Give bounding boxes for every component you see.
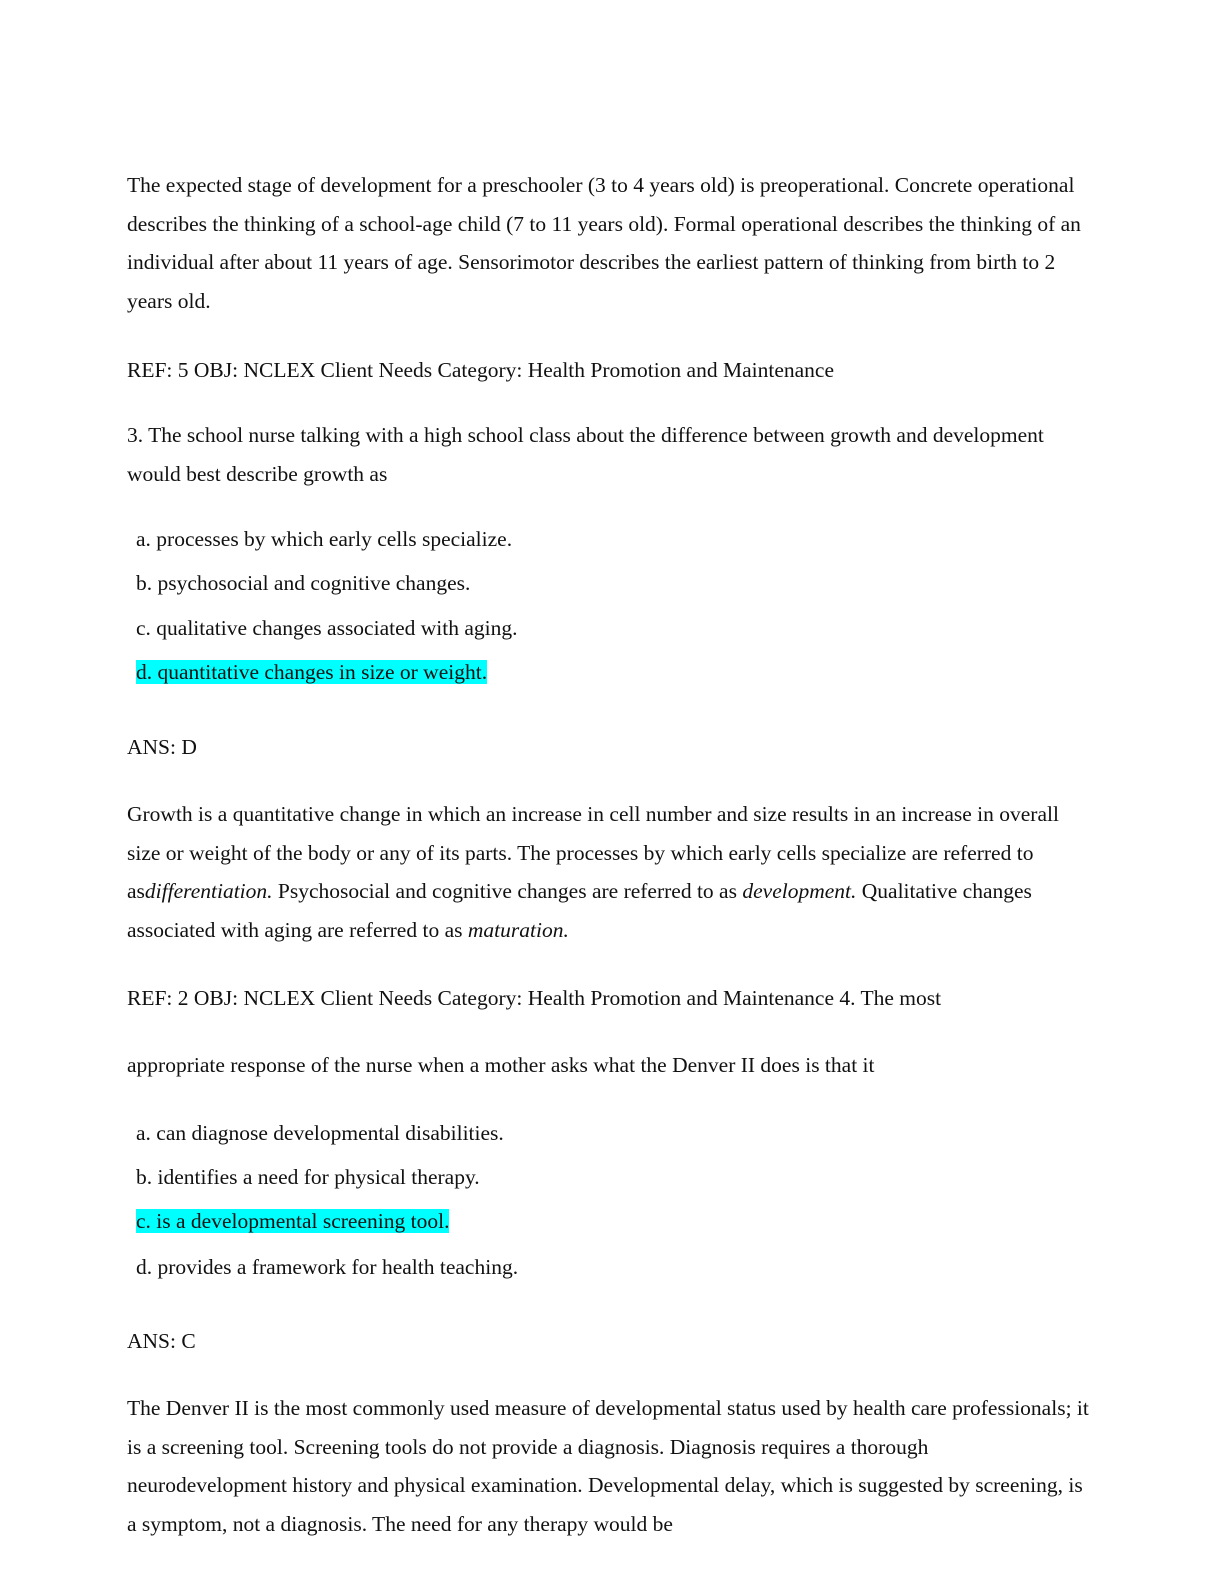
question-3-stem: 3. The school nurse talking with a high school class about the difference between growth and development would best describe growth as (127, 423, 1044, 486)
rationale-text-1: Growth is a quantitative change in which an increase in cell number and size results in an increase in overall size or weight of the body or any of its parts. The processes by which early cells specialize are referred to as (127, 802, 1059, 903)
ref-question-2: REF: 5 OBJ: NCLEX Client Needs Category: Health Promotion and Maintenance (127, 358, 835, 382)
term-development: development. (742, 879, 857, 903)
question-4-stem: appropriate response of the nurse when a mother asks what the Denver II does is that it (127, 1053, 875, 1077)
question-4-option-c (136, 1206, 449, 1236)
highlighted-correct-answer: c. is a developmental screening tool. (136, 1209, 450, 1233)
question-4-option-a: a. can diagnose developmental disabilities. (136, 1121, 504, 1145)
question-4-option-b: b. identifies a need for physical therapy. (136, 1165, 480, 1189)
question-4-rationale: The Denver II is the most commonly used measure of developmental status used by health care professionals; it is a screening tool. Screening tools do not provide a diagnosis. Diagnosis requires a thorough neurodevelopment history and physical examination. Developmental delay, which is suggested by screening, is a symptom, not a diagnosis. The need for any therapy would be (127, 1396, 1089, 1536)
term-maturation: maturation. (467, 917, 569, 942)
question-3-option-b: b. psychosocial and cognitive changes. (136, 571, 471, 595)
ref-question-3: REF: 2 OBJ: NCLEX Client Needs Category: Health Promotion and Maintenance 4. The most (127, 986, 942, 1010)
question-3-option-a: a. processes by which early cells specialize. (136, 527, 513, 551)
intro-rationale: The expected stage of development for a preschooler (3 to 4 years old) is preoperational. Concrete operational describes the thinking of a school-age child (7 to 11 years old). Formal operational describes the thinking of an individual after about 11 years of age. Sensorimotor describes the earliest pattern of thinking from birth to 2 years old. (127, 173, 1081, 313)
term-differentiation: differentiation. (144, 879, 273, 903)
question-3-rationale (127, 795, 1087, 949)
rationale-text-2: Psychosocial and cognitive changes are referred to as (272, 879, 743, 903)
question-3-option-d (136, 657, 487, 687)
question-4-answer: ANS: C (127, 1329, 196, 1353)
question-3-answer: ANS: D (127, 735, 197, 759)
highlighted-correct-answer: d. quantitative changes in size or weight. (136, 660, 488, 684)
question-3-option-c: c. qualitative changes associated with aging. (136, 616, 518, 640)
rationale-text-3: Qualitative changes associated with aging are referred to as (127, 879, 1032, 942)
question-4-option-d: d. provides a framework for health teaching. (136, 1255, 519, 1279)
